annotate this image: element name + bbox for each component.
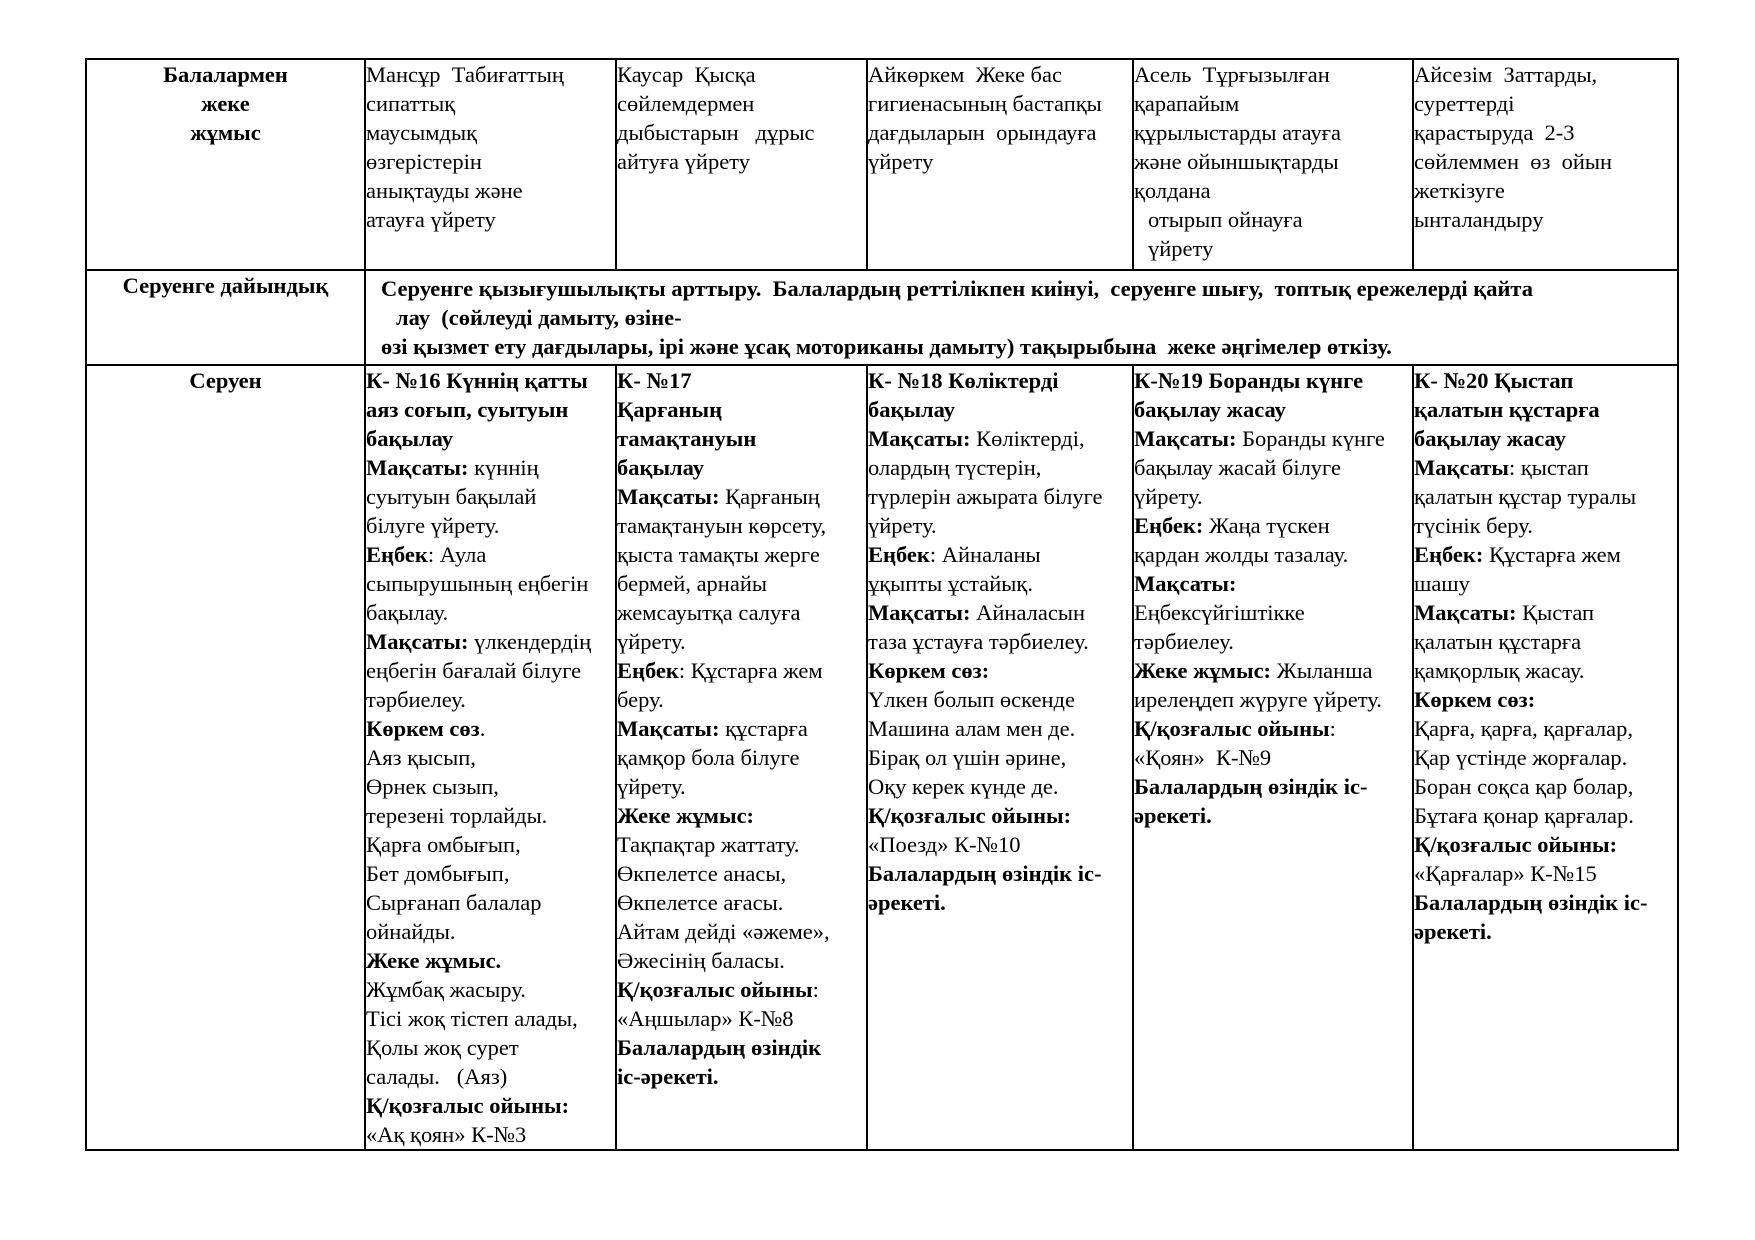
walk-line <box>366 627 615 656</box>
bold-text-run: Еңбек <box>366 542 428 567</box>
bold-text-run: Қ/қозғалыс ойыны: <box>868 803 1072 828</box>
text-run: : Аула <box>427 542 487 567</box>
text-run: тәрбиелеу. <box>1134 629 1234 654</box>
walk-line <box>1414 859 1677 888</box>
walk-line <box>1134 685 1412 714</box>
text-run: Айналасын <box>970 600 1085 625</box>
text-run: Қарға омбығып, <box>366 832 521 857</box>
walk-line <box>366 482 615 511</box>
text-run: : <box>1329 716 1336 741</box>
walk-line <box>1414 917 1677 946</box>
row-label-walk-preparation <box>86 270 365 365</box>
text-run: қыста тамақты жерге <box>617 542 820 567</box>
walk-line <box>617 598 866 627</box>
walk-line <box>1414 511 1677 540</box>
bold-text-run: Көркем сөз: <box>1414 687 1536 712</box>
bold-text-run: Қ/қозғалыс ойыны: <box>366 1093 570 1118</box>
walk-line <box>617 830 866 859</box>
walk-line <box>1134 801 1412 830</box>
walk-line <box>366 540 615 569</box>
bold-text-run: К- №20 Қыстап <box>1414 368 1574 393</box>
bold-text-run: Мақсаты: <box>366 629 469 654</box>
text-run: үйрету. <box>868 513 937 538</box>
text-run: «Поезд» К-№10 <box>868 832 1021 857</box>
walk-line <box>366 395 615 424</box>
text-run: Қолы жоқ сурет <box>366 1035 519 1060</box>
text-run: түрлерін ажырата білуге <box>868 484 1103 509</box>
bold-text-run: әрекеті. <box>1414 919 1492 944</box>
walk-line <box>617 888 866 917</box>
walk-line <box>868 772 1132 801</box>
text-run: Қарға, қарға, қарғалар, <box>1414 716 1634 741</box>
cell-line: анықтауды және <box>366 178 523 203</box>
text-run: Жыланша <box>1271 658 1373 683</box>
walk-line <box>1134 772 1412 801</box>
text-run: Өрнек сызып, <box>366 774 499 799</box>
bold-text-run: бақылау жасау <box>1414 426 1566 451</box>
label-line: Балалармен <box>163 62 288 87</box>
cell-line: Мансұр Табиғаттың <box>366 62 564 87</box>
walk-line <box>366 453 615 482</box>
bold-text-run: Балалардың өзіндік <box>617 1035 822 1060</box>
walk-line <box>366 946 615 975</box>
bold-text-run: Қ/қозғалыс ойыны <box>1134 716 1330 741</box>
walk-line <box>366 801 615 830</box>
plan-table <box>85 58 1679 1151</box>
text-run: беру. <box>617 687 664 712</box>
walk-line <box>868 424 1132 453</box>
bold-text-run: бақылау <box>366 426 454 451</box>
cell-line: дыбыстарын дұрыс <box>617 120 815 145</box>
cell-line: сөйлеммен өз ойын <box>1414 149 1613 174</box>
text-run: қалатын құстар туралы <box>1414 484 1637 509</box>
bold-text-run: Жеке жұмыс: <box>617 803 755 828</box>
prep-line: лау (сөйлеуді дамыту, өзіне- <box>396 305 682 330</box>
cell-line: құрылыстарды атауға <box>1134 120 1341 145</box>
walk-line <box>617 946 866 975</box>
walk-line <box>366 772 615 801</box>
walk-line <box>366 888 615 917</box>
walk-line <box>366 859 615 888</box>
walk-line <box>1134 540 1412 569</box>
cell-line: сөйлемдермен <box>617 91 755 116</box>
text-run: үйрету. <box>1134 484 1203 509</box>
walk-line <box>868 540 1132 569</box>
text-run: Айтам дейді «әжеме», <box>617 919 830 944</box>
text-run: : Құстарға жем <box>678 658 823 683</box>
cell-line: суреттерді <box>1414 91 1515 116</box>
prep-line: Серуенге қызығушылықты арттыру. Балалардың реттілікпен киінуі, серуенге шығу, топтық ережелерді қайта <box>381 276 1534 301</box>
text-run: бақылау. <box>366 600 449 625</box>
walk-line <box>1414 743 1677 772</box>
bold-text-run: Жеке жұмыс. <box>366 948 502 973</box>
bold-text-run: К- №18 Көліктерді <box>868 368 1059 393</box>
walk-line <box>868 453 1132 482</box>
walk-line <box>617 482 866 511</box>
walk-line <box>1134 569 1412 598</box>
cell-line: Асель Тұрғызылған <box>1134 62 1330 87</box>
text-run: Көліктерді, <box>970 426 1085 451</box>
cell-line: ынталандыру <box>1414 207 1544 232</box>
row-walk <box>86 365 1678 1150</box>
walk-line <box>366 656 615 685</box>
bold-text-run: Көркем сөз: <box>868 658 990 683</box>
walk-line <box>1414 482 1677 511</box>
cell-line: қарастыруда 2-3 <box>1414 120 1575 145</box>
walk-line <box>366 1033 615 1062</box>
bold-text-run: аяз соғып, суытуын <box>366 397 569 422</box>
walk-line <box>1414 424 1677 453</box>
text-run: Тақпақтар жаттату. <box>617 832 800 857</box>
walk-line <box>868 482 1132 511</box>
walk-line <box>1134 453 1412 482</box>
text-run: Машина алам мен де. <box>868 716 1076 741</box>
bold-text-run: Жеке жұмыс: <box>1134 658 1272 683</box>
walk-line <box>1134 395 1412 424</box>
cell-line: айтуға үйрету <box>617 149 750 174</box>
walk-line <box>1414 714 1677 743</box>
label-line: жұмыс <box>190 120 261 145</box>
text-run: салады. (Аяз) <box>366 1064 508 1089</box>
walk-line <box>617 714 866 743</box>
walk-line <box>366 743 615 772</box>
walk-line <box>617 917 866 946</box>
cell-line: өзгерістерін <box>366 149 482 174</box>
walk-line <box>1134 714 1412 743</box>
walk-line <box>1414 772 1677 801</box>
walk-line <box>1134 511 1412 540</box>
text-run: қардан жолды тазалау. <box>1134 542 1349 567</box>
walk-line <box>366 598 615 627</box>
row-walk-preparation <box>86 270 1678 365</box>
text-run: бермей, арнайы <box>617 571 767 596</box>
cell-line: үйрету <box>868 149 934 174</box>
walk-line <box>617 453 866 482</box>
bold-text-run: К- №17 <box>617 368 692 393</box>
cell-line: дағдыларын орындауға <box>868 120 1097 145</box>
walk-line <box>366 1062 615 1091</box>
cell-line: атауға үйрету <box>366 207 496 232</box>
text-run: еңбегін бағалай білуге <box>366 658 582 683</box>
walk-line <box>868 888 1132 917</box>
bold-text-run: Еңбек <box>868 542 930 567</box>
walk-line <box>366 511 615 540</box>
walk-line <box>868 366 1132 395</box>
text-run: Жаңа түскен <box>1203 513 1330 538</box>
walk-cell-observation-20 <box>1413 365 1678 1150</box>
bold-text-run: Мақсаты: <box>868 600 971 625</box>
walk-line <box>1414 830 1677 859</box>
text-run: : Айналаны <box>929 542 1041 567</box>
cell-line: Айкөркем Жеке бас <box>868 62 1062 87</box>
text-run: шашу <box>1414 571 1470 596</box>
walk-line <box>1134 598 1412 627</box>
walk-line <box>366 685 615 714</box>
walk-line <box>868 511 1132 540</box>
individual-cell-kausar <box>616 59 867 270</box>
individual-cell-asel <box>1133 59 1413 270</box>
bold-text-run: К- №16 Күннің қатты <box>366 368 588 393</box>
prep-line: өзі қызмет ету дағдылары, ірі және ұсақ моториканы дамыту) тақырыбына жеке әңгімелер өткізу. <box>381 334 1392 359</box>
cell-line: жеткізуге <box>1414 178 1505 203</box>
cell-line: Айсезім Заттарды, <box>1414 62 1598 87</box>
bold-text-run: Қ/қозғалыс ойыны: <box>1414 832 1618 857</box>
cell-line: Каусар Қысқа <box>617 62 756 87</box>
cell-line: отырып ойнауға <box>1148 207 1303 232</box>
walk-line <box>1414 395 1677 424</box>
walk-preparation-text <box>365 270 1678 365</box>
bold-text-run: Балалардың өзіндік іс- <box>868 861 1102 886</box>
individual-cell-mansur <box>365 59 616 270</box>
text-run: жемсауытқа салуға <box>617 600 801 625</box>
text-run: Тісі жоқ тістеп алады, <box>366 1006 578 1031</box>
cell-line: үйрету <box>1148 236 1214 261</box>
text-run: ұқыпты ұстайық. <box>868 571 1033 596</box>
walk-line <box>1414 366 1677 395</box>
text-run: «Қарғалар» К-№15 <box>1414 861 1597 886</box>
walk-line <box>366 366 615 395</box>
text-run: Сырғанап балалар <box>366 890 542 915</box>
text-run: суытуын бақылай <box>366 484 537 509</box>
bold-text-run: Балалардың өзіндік іс- <box>1134 774 1368 799</box>
bold-text-run: Мақсаты: <box>617 716 720 741</box>
walk-line <box>366 1004 615 1033</box>
text-run: сыпырушының еңбегін <box>366 571 589 596</box>
text-run: Боран соқса қар болар, <box>1414 774 1634 799</box>
bold-text-run: Мақсаты: <box>1134 571 1237 596</box>
text-run: «Қоян» К-№9 <box>1134 745 1272 770</box>
cell-line: қолдана <box>1134 178 1211 203</box>
walk-line <box>1414 453 1677 482</box>
walk-line <box>868 743 1132 772</box>
walk-line <box>868 569 1132 598</box>
walk-line <box>1414 598 1677 627</box>
row-label-walk <box>86 365 365 1150</box>
walk-line <box>868 830 1132 859</box>
text-run: Бірақ ол үшін әрине, <box>868 745 1067 770</box>
text-run: Үлкен болып өскенде <box>868 687 1075 712</box>
walk-line <box>617 1062 866 1091</box>
text-run: тәрбиелеу. <box>366 687 466 712</box>
walk-line <box>366 830 615 859</box>
walk-line <box>617 540 866 569</box>
walk-line <box>1414 540 1677 569</box>
text-run: терезені торлайды. <box>366 803 548 828</box>
walk-line <box>1134 743 1412 772</box>
individual-cell-aisezim <box>1413 59 1678 270</box>
text-run: қамқор бола білуге <box>617 745 800 770</box>
text-run: білуге үйрету. <box>366 513 500 538</box>
bold-text-run: тамақтануын <box>617 426 757 451</box>
walk-line <box>366 1091 615 1120</box>
walk-line <box>617 772 866 801</box>
text-run: «Ақ қоян» К-№3 <box>366 1122 527 1147</box>
text-run: Аяз қысып, <box>366 745 476 770</box>
text-run: үйрету. <box>617 629 686 654</box>
text-run: үлкендердің <box>468 629 592 654</box>
text-run: : қыстап <box>1509 455 1589 480</box>
text-run: түсінік беру. <box>1414 513 1533 538</box>
text-run: Құстарға жем <box>1483 542 1621 567</box>
bold-text-run: Мақсаты: <box>617 484 720 509</box>
walk-line <box>1414 801 1677 830</box>
bold-text-run: К-№19 Боранды күнге <box>1134 368 1364 393</box>
bold-text-run: бақылау жасау <box>1134 397 1286 422</box>
text-run: тамақтануын көрсету, <box>617 513 827 538</box>
walk-line <box>1134 482 1412 511</box>
walk-line <box>617 1004 866 1033</box>
bold-text-run: бақылау <box>868 397 956 422</box>
walk-line <box>1414 627 1677 656</box>
walk-line <box>617 569 866 598</box>
walk-line <box>868 395 1132 424</box>
walk-line <box>1134 656 1412 685</box>
bold-text-run: Мақсаты <box>1414 455 1509 480</box>
walk-line <box>1414 656 1677 685</box>
label-line: Серуен <box>189 368 262 393</box>
walk-line <box>617 627 866 656</box>
cell-line: қарапайым <box>1134 91 1240 116</box>
bold-text-run: Балалардың өзіндік іс- <box>1414 890 1648 915</box>
text-run: Қарғаның <box>719 484 820 509</box>
bold-text-run: Мақсаты: <box>868 426 971 451</box>
walk-line <box>1134 627 1412 656</box>
cell-line: маусымдық <box>366 120 478 145</box>
text-run: қалатын құстарға <box>1414 629 1582 654</box>
label-line: Серуенге дайындық <box>122 273 329 298</box>
text-run: Әжесінің баласы. <box>617 948 785 973</box>
bold-text-run: Мақсаты: <box>366 455 469 480</box>
walk-line <box>366 714 615 743</box>
cell-line: және ойыншықтарды <box>1134 149 1339 174</box>
walk-cell-observation-18 <box>867 365 1133 1150</box>
bold-text-run: қалатын құстарға <box>1414 397 1600 422</box>
text-run: үйрету. <box>617 774 686 799</box>
walk-line <box>617 1033 866 1062</box>
text-run: Қар үстінде жорғалар. <box>1414 745 1628 770</box>
text-run: Бұтаға қонар қарғалар. <box>1414 803 1634 828</box>
bold-text-run: Мақсаты: <box>1134 426 1237 451</box>
bold-text-run: Еңбек: <box>1414 542 1484 567</box>
walk-line <box>868 656 1132 685</box>
walk-line <box>617 975 866 1004</box>
text-run: Өкпелетсе анасы, <box>617 861 787 886</box>
walk-line <box>617 685 866 714</box>
walk-line <box>366 1120 615 1149</box>
row-label-individual-work <box>86 59 365 270</box>
walk-line <box>868 801 1132 830</box>
walk-cell-observation-19 <box>1133 365 1413 1150</box>
bold-text-run: Көркем сөз <box>366 716 480 741</box>
text-run: Боранды күнге <box>1236 426 1385 451</box>
bold-text-run: Қарғаның <box>617 397 723 422</box>
walk-line <box>617 859 866 888</box>
bold-text-run: әрекеті. <box>868 890 946 915</box>
label-line: жеке <box>201 91 250 116</box>
text-run: олардың түстерін, <box>868 455 1042 480</box>
walk-line <box>868 598 1132 627</box>
text-run: Еңбексүйгіштікке <box>1134 600 1305 625</box>
text-run: : <box>812 977 819 1002</box>
bold-text-run: әрекеті. <box>1134 803 1212 828</box>
walk-line <box>366 424 615 453</box>
bold-text-run: іс-әрекеті. <box>617 1064 719 1089</box>
walk-line <box>868 859 1132 888</box>
walk-line <box>617 743 866 772</box>
individual-cell-aikorkem <box>867 59 1133 270</box>
walk-line <box>366 917 615 946</box>
walk-line <box>868 714 1132 743</box>
text-run: ирелеңдеп жүруге үйрету. <box>1134 687 1382 712</box>
walk-line <box>617 395 866 424</box>
walk-line <box>617 801 866 830</box>
text-run: бақылау жасай білуге <box>1134 455 1341 480</box>
walk-line <box>366 975 615 1004</box>
walk-cell-observation-17 <box>616 365 867 1150</box>
cell-line: гигиенасының бастапқы <box>868 91 1102 116</box>
bold-text-run: бақылау <box>617 455 705 480</box>
walk-line <box>617 366 866 395</box>
bold-text-run: Мақсаты: <box>1414 600 1517 625</box>
walk-line <box>617 656 866 685</box>
text-run: таза ұстауға тәрбиелеу. <box>868 629 1089 654</box>
text-run: күннің <box>468 455 539 480</box>
bold-text-run: Қ/қозғалыс ойыны <box>617 977 813 1002</box>
text-run: Қыстап <box>1516 600 1595 625</box>
text-run: құстарға <box>719 716 808 741</box>
walk-line <box>617 511 866 540</box>
bold-text-run: Еңбек <box>617 658 679 683</box>
row-individual-work <box>86 59 1678 270</box>
walk-line <box>1134 366 1412 395</box>
walk-cell-observation-16 <box>365 365 616 1150</box>
walk-line <box>1414 685 1677 714</box>
text-run: . <box>479 716 486 741</box>
walk-line <box>868 685 1132 714</box>
walk-line <box>1414 888 1677 917</box>
walk-line <box>1134 424 1412 453</box>
text-run: Оқу керек күнде де. <box>868 774 1059 799</box>
text-run: Өкпелетсе ағасы. <box>617 890 784 915</box>
cell-line: сипаттық <box>366 91 456 116</box>
text-run: Жұмбақ жасыру. <box>366 977 526 1002</box>
walk-line <box>1414 569 1677 598</box>
walk-line <box>366 569 615 598</box>
text-run: Бет домбығып, <box>366 861 510 886</box>
walk-line <box>868 627 1132 656</box>
bold-text-run: Еңбек: <box>1134 513 1204 538</box>
text-run: «Аңшылар» К-№8 <box>617 1006 794 1031</box>
text-run: ойнайды. <box>366 919 456 944</box>
text-run: қамқорлық жасау. <box>1414 658 1585 683</box>
walk-line <box>617 424 866 453</box>
